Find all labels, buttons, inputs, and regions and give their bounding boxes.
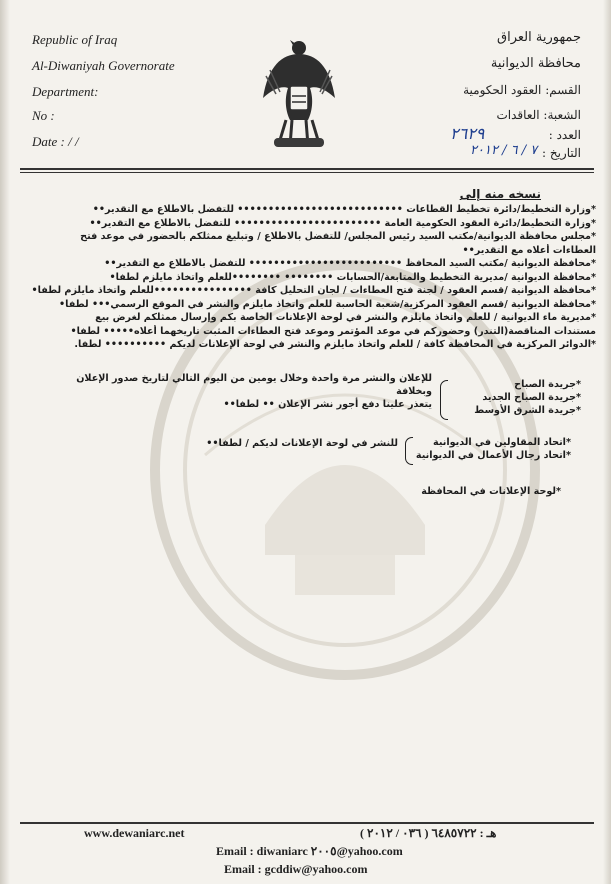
list-item: *محافظة الديوانية /مديرية التخطيط والمتابعة/الحسابات •••••••• ••••••••للعلم واتخاذ مايلزم لطفا•: [109, 271, 596, 283]
handwritten-date: ٧ / ٦ / ٢٠١٢: [470, 143, 538, 158]
newspapers-note-line: يتعذر علينا دفع أجور نشر الإعلان •• لطفا••: [223, 399, 432, 410]
footer-divider: [20, 822, 594, 824]
header-date-en: Date : / /: [32, 134, 79, 149]
scan-edge-right: [603, 0, 611, 884]
newspapers-list: [474, 378, 581, 417]
newspapers-brace: [440, 380, 448, 420]
newspapers-note: [60, 372, 432, 411]
list-item: *وزارة التخطيط/دائرة تخطيط القطاعات ••••••••••••••••••••••••••• للتفضل بالاطلاع مع التقدير••: [92, 204, 596, 215]
list-item: *مجلس محافظة الديوانية/مكتب السيد رئيس المجلس/ للتفضل بالاطلاع / وتبليغ ممثلكم بالحضور في موعد فتح: [80, 231, 596, 242]
announcement-board: *لوحة الإعلانات في المحافظة: [421, 486, 561, 497]
unions-note: للنشر في لوحة الإعلانات لديكم / لطفا••: [206, 438, 398, 449]
header-divider-thin: [20, 172, 594, 173]
newspaper-item: *جريدة الصباح: [514, 379, 581, 390]
header-no-en: No :: [32, 108, 55, 123]
distribution-list: [26, 203, 596, 352]
footer-phone: هـ : ٦٤٨٥٧٢٢ ( ٠٣٦ / ٢٠١٢ ): [360, 826, 497, 840]
header-department-en: Department:: [32, 84, 99, 99]
letterhead-footer: [20, 822, 594, 884]
newspapers-note-line: للإعلان والنشر مرة واحدة وخلال يومين من اليوم التالي لتاريخ صدور الإعلان وبخلافة: [76, 373, 432, 397]
list-item: *محافظة الديوانية /مكتب السيد المحافظ ••••••••••••••••••••••••• للتفضل بالاطلاع مع التقدير••: [104, 258, 596, 269]
list-item: العطاءات أعلاه مع التقدير••: [462, 244, 596, 256]
scan-edge-left: [0, 0, 10, 884]
header-division-ar: الشعبة: العاقدات: [496, 108, 581, 122]
header-governorate-ar: محافظة الديوانية: [490, 56, 581, 71]
list-item: *الدوائر المركزية في المحافظة كافة / للعلم واتخاذ مايلزم والنشر في لوحة الإعلانات لديكم •••••••••• لطفا.: [74, 339, 596, 350]
header-date-label-ar: التاريخ :: [541, 146, 581, 160]
list-item: *محافظة الديوانية /قسم العقود / لجنة فتح العطاءات / لجان التحليل كافة ••••••••••••••••للعلم واتخاذ مايلزم لطفا•: [31, 285, 596, 296]
header-governorate-en: Al-Diwaniyah Governorate: [32, 58, 175, 73]
footer-website: www.dewaniarc.net: [84, 826, 185, 840]
distribution-title: نسخه منه إلى: [459, 187, 541, 201]
handwritten-number: ٢٦٢٩: [450, 124, 485, 143]
list-item: *وزارة التخطيط/دائرة العقود الحكومية العامة •••••••••••••••••••••••• للتفضل بالاطلاع مع التقدير••: [89, 217, 596, 229]
footer-email-1: Email : diwaniarc ٢٠٠٥@yahoo.com: [216, 844, 403, 858]
newspaper-item: *جريدة الشرق الأوسط: [474, 405, 581, 416]
list-item: *محافظة الديوانية /قسم العقود المركزية/شعبة الحاسبة للعلم واتخاذ مايلزم والنشر في الموقع الرسمي••• لطفا•: [59, 298, 596, 310]
newspaper-item: *جريدة الصباح الجديد: [482, 392, 581, 403]
unions-list: [416, 436, 571, 462]
header-country-en: Republic of Iraq: [32, 32, 118, 47]
union-item: *اتحاد رجال الأعمال في الديوانية: [415, 450, 571, 461]
union-item: *اتحاد المقاولين في الديوانية: [433, 437, 571, 448]
header-department-ar: القسم: العقود الحكومية: [463, 83, 581, 97]
iraq-eagle-emblem-icon: [260, 36, 338, 156]
list-item: مستندات المناقصة(التندر) وحضوركم في موعد المؤتمر وموعد فتح العطاءات المثبت تاريخهما أعلاه••••• لطفا•: [70, 325, 596, 337]
header-divider: [20, 168, 594, 170]
header-country-ar: جمهورية العراق: [497, 30, 581, 45]
unions-brace: [405, 437, 413, 465]
header-number-label-ar: العدد :: [548, 128, 581, 142]
footer-email-2: Email : gcddiw@yahoo.com: [224, 862, 368, 876]
list-item: *مديرية ماء الديوانية / للعلم واتخاذ مايلزم والنشر في لوحة الإعلانات الخاصة بكم وإرسال ممثلكم لغرض بيع: [95, 312, 596, 323]
